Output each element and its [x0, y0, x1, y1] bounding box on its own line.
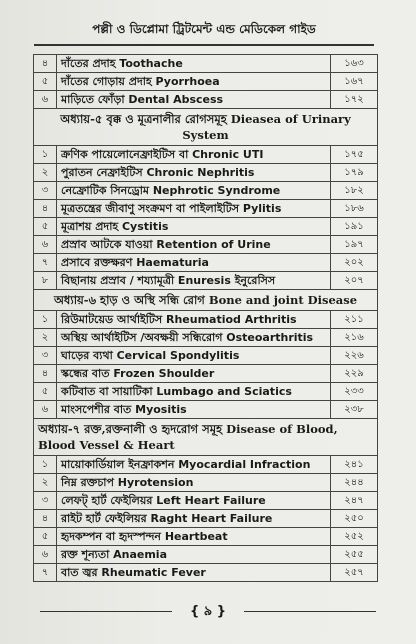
- entry-page: ১৬৩: [331, 55, 378, 73]
- chapter-title: অধ্যায়-৫ বৃক্ক ও মূত্রনালীর রোগসমূহ Dieasea of Urinary System: [34, 109, 378, 146]
- entry-number: ৫: [34, 528, 57, 546]
- entry-title: লেফট্ হার্ট ফেইলিয়র Left Heart Failure: [57, 492, 331, 510]
- entry-page: ১৮৬: [331, 200, 378, 218]
- entry-number: ৪: [34, 200, 57, 218]
- toc-row: [34, 91, 378, 109]
- entry-page: ১৭৯: [331, 164, 378, 182]
- entry-page: ২৫২: [331, 528, 378, 546]
- toc-row: [34, 365, 378, 383]
- entry-title: প্রসাবে রক্তক্ষরণ Haematuria: [57, 254, 331, 272]
- toc-row: [34, 55, 378, 73]
- entry-page: ২৩৮: [331, 401, 378, 419]
- entry-title: মূত্রাশয় প্রদাহ Cystitis: [57, 218, 331, 236]
- entry-title: নেফ্রোটিক সিনড্রোম Nephrotic Syndrome: [57, 182, 331, 200]
- entry-page: ২০২: [331, 254, 378, 272]
- entry-number: ৬: [34, 236, 57, 254]
- entry-title: স্কন্ধের বাত Frozen Shoulder: [57, 365, 331, 383]
- chapter-title: অধ্যায়-৭ রক্ত,রক্তনালী ও হৃদরোগ সমূহ Disease of Blood, Blood Vessel & Heart: [34, 419, 378, 456]
- entry-page: ২৪১: [331, 456, 378, 474]
- toc-row: [34, 146, 378, 164]
- toc-row: [34, 456, 378, 474]
- entry-number: ৮: [34, 272, 57, 290]
- toc-row: [34, 200, 378, 218]
- entry-page: ২১৬: [331, 329, 378, 347]
- entry-title: রিউমাটয়েড আর্থাইটিস Rheumatiod Arthritis: [57, 311, 331, 329]
- entry-page: ২৪৪: [331, 474, 378, 492]
- toc-row: [34, 528, 378, 546]
- entry-page: ২১১: [331, 311, 378, 329]
- entry-title: প্রস্রাব আটকে যাওয়া Retention of Urine: [57, 236, 331, 254]
- entry-number: ৬: [34, 91, 57, 109]
- entry-page: ১৭২: [331, 91, 378, 109]
- entry-number: ৬: [34, 546, 57, 564]
- toc-row: [34, 329, 378, 347]
- page-number: { ৯ }: [190, 604, 226, 619]
- entry-title: দাঁতের গোড়ায় প্রদাহ Pyorrhoea: [57, 73, 331, 91]
- entry-title: পুরাতন নেফ্রাইটিস Chronic Nephritis: [57, 164, 331, 182]
- entry-title: দাঁতের প্রদাহ Toothache: [57, 55, 331, 73]
- entry-title: মূত্রতন্ত্রের জীবাণু সংক্রমণ বা পাইলাইটিস Pylitis: [57, 200, 331, 218]
- entry-title: বাত জ্বর Rheumatic Fever: [57, 564, 331, 582]
- toc-row: [34, 311, 378, 329]
- running-header: পল্লী ও ডিপ্লোমা ট্রিটমেন্ট এন্ড মেডিকেল গাইড: [34, 14, 374, 46]
- entry-title: নিম্ন রক্তচাপ Hyrotension: [57, 474, 331, 492]
- chapter-heading: [34, 419, 378, 456]
- entry-title: অস্থিয় আর্থাইটিস /অবক্ষয়ী সন্ধিরোগ Osteoarthritis: [57, 329, 331, 347]
- entry-number: ৫: [34, 383, 57, 401]
- entry-title: কটিবাত বা সায়াটিকা Lumbago and Sciatics: [57, 383, 331, 401]
- entry-page: ২৪৭: [331, 492, 378, 510]
- entry-page: ১৬৭: [331, 73, 378, 91]
- entry-page: ১৭৫: [331, 146, 378, 164]
- entry-number: ২: [34, 329, 57, 347]
- entry-title: রাইট হার্ট ফেইলিয়র Raght Heart Failure: [57, 510, 331, 528]
- table-of-contents: [33, 54, 378, 582]
- entry-page: ২২৬: [331, 347, 378, 365]
- toc-row: [34, 474, 378, 492]
- entry-number: ৪: [34, 365, 57, 383]
- toc-row: [34, 383, 378, 401]
- entry-page: ২৫০: [331, 510, 378, 528]
- toc-row: [34, 218, 378, 236]
- entry-number: ৭: [34, 564, 57, 582]
- entry-number: ৭: [34, 254, 57, 272]
- entry-number: ৩: [34, 492, 57, 510]
- entry-number: ১: [34, 456, 57, 474]
- toc-row: [34, 73, 378, 91]
- entry-number: ১: [34, 311, 57, 329]
- chapter-heading: [34, 109, 378, 146]
- entry-page: ২০৭: [331, 272, 378, 290]
- toc-row: [34, 272, 378, 290]
- toc-row: [34, 564, 378, 582]
- entry-number: ২: [34, 164, 57, 182]
- entry-title: বিছানায় প্রস্রাব / শয্যামূত্রী Enuresis ইনুরেসিস: [57, 272, 331, 290]
- entry-title: হৃদকম্পন বা হৃদস্পন্দন Heartbeat: [57, 528, 331, 546]
- toc-row: [34, 236, 378, 254]
- entry-page: ১৮২: [331, 182, 378, 200]
- entry-title: মায়োকার্ডিয়াল ইনফ্রাকশন Myocardial Infraction: [57, 456, 331, 474]
- toc-row: [34, 347, 378, 365]
- entry-number: ২: [34, 474, 57, 492]
- toc-row: [34, 510, 378, 528]
- entry-title: ঘাড়ের ব্যথা Cervical Spondylitis: [57, 347, 331, 365]
- footer-rule-left: [40, 611, 172, 612]
- entry-number: ৪: [34, 510, 57, 528]
- footer-rule-right: [244, 611, 376, 612]
- entry-title: মাংসপেশীর বাত Myositis: [57, 401, 331, 419]
- toc-row: [34, 182, 378, 200]
- entry-page: ২২৯: [331, 365, 378, 383]
- entry-title: মাড়িতে ফোঁড়া Dental Abscess: [57, 91, 331, 109]
- entry-title: ক্রণিক পায়েলোনেফ্রাইটিস বা Chronic UTI: [57, 146, 331, 164]
- chapter-title: অধ্যায়-৬ হাড় ও অস্থি সন্ধি রোগ Bone and joint Disease: [34, 290, 378, 311]
- toc-row: [34, 492, 378, 510]
- entry-page: ১৯১: [331, 218, 378, 236]
- entry-page: ১৯৭: [331, 236, 378, 254]
- chapter-heading: [34, 290, 378, 311]
- entry-title: রক্ত শূন্যতা Anaemia: [57, 546, 331, 564]
- page-footer: [0, 592, 416, 632]
- toc-row: [34, 164, 378, 182]
- entry-number: ৫: [34, 73, 57, 91]
- entry-page: ২৩৩: [331, 383, 378, 401]
- entry-page: ২৫৭: [331, 564, 378, 582]
- entry-number: ৩: [34, 182, 57, 200]
- entry-number: ৬: [34, 401, 57, 419]
- entry-number: ৩: [34, 347, 57, 365]
- entry-number: ৫: [34, 218, 57, 236]
- entry-page: ২৫৫: [331, 546, 378, 564]
- entry-number: ৪: [34, 55, 57, 73]
- toc-body: [34, 55, 378, 582]
- toc-row: [34, 254, 378, 272]
- toc-row: [34, 401, 378, 419]
- toc-row: [34, 546, 378, 564]
- entry-number: ১: [34, 146, 57, 164]
